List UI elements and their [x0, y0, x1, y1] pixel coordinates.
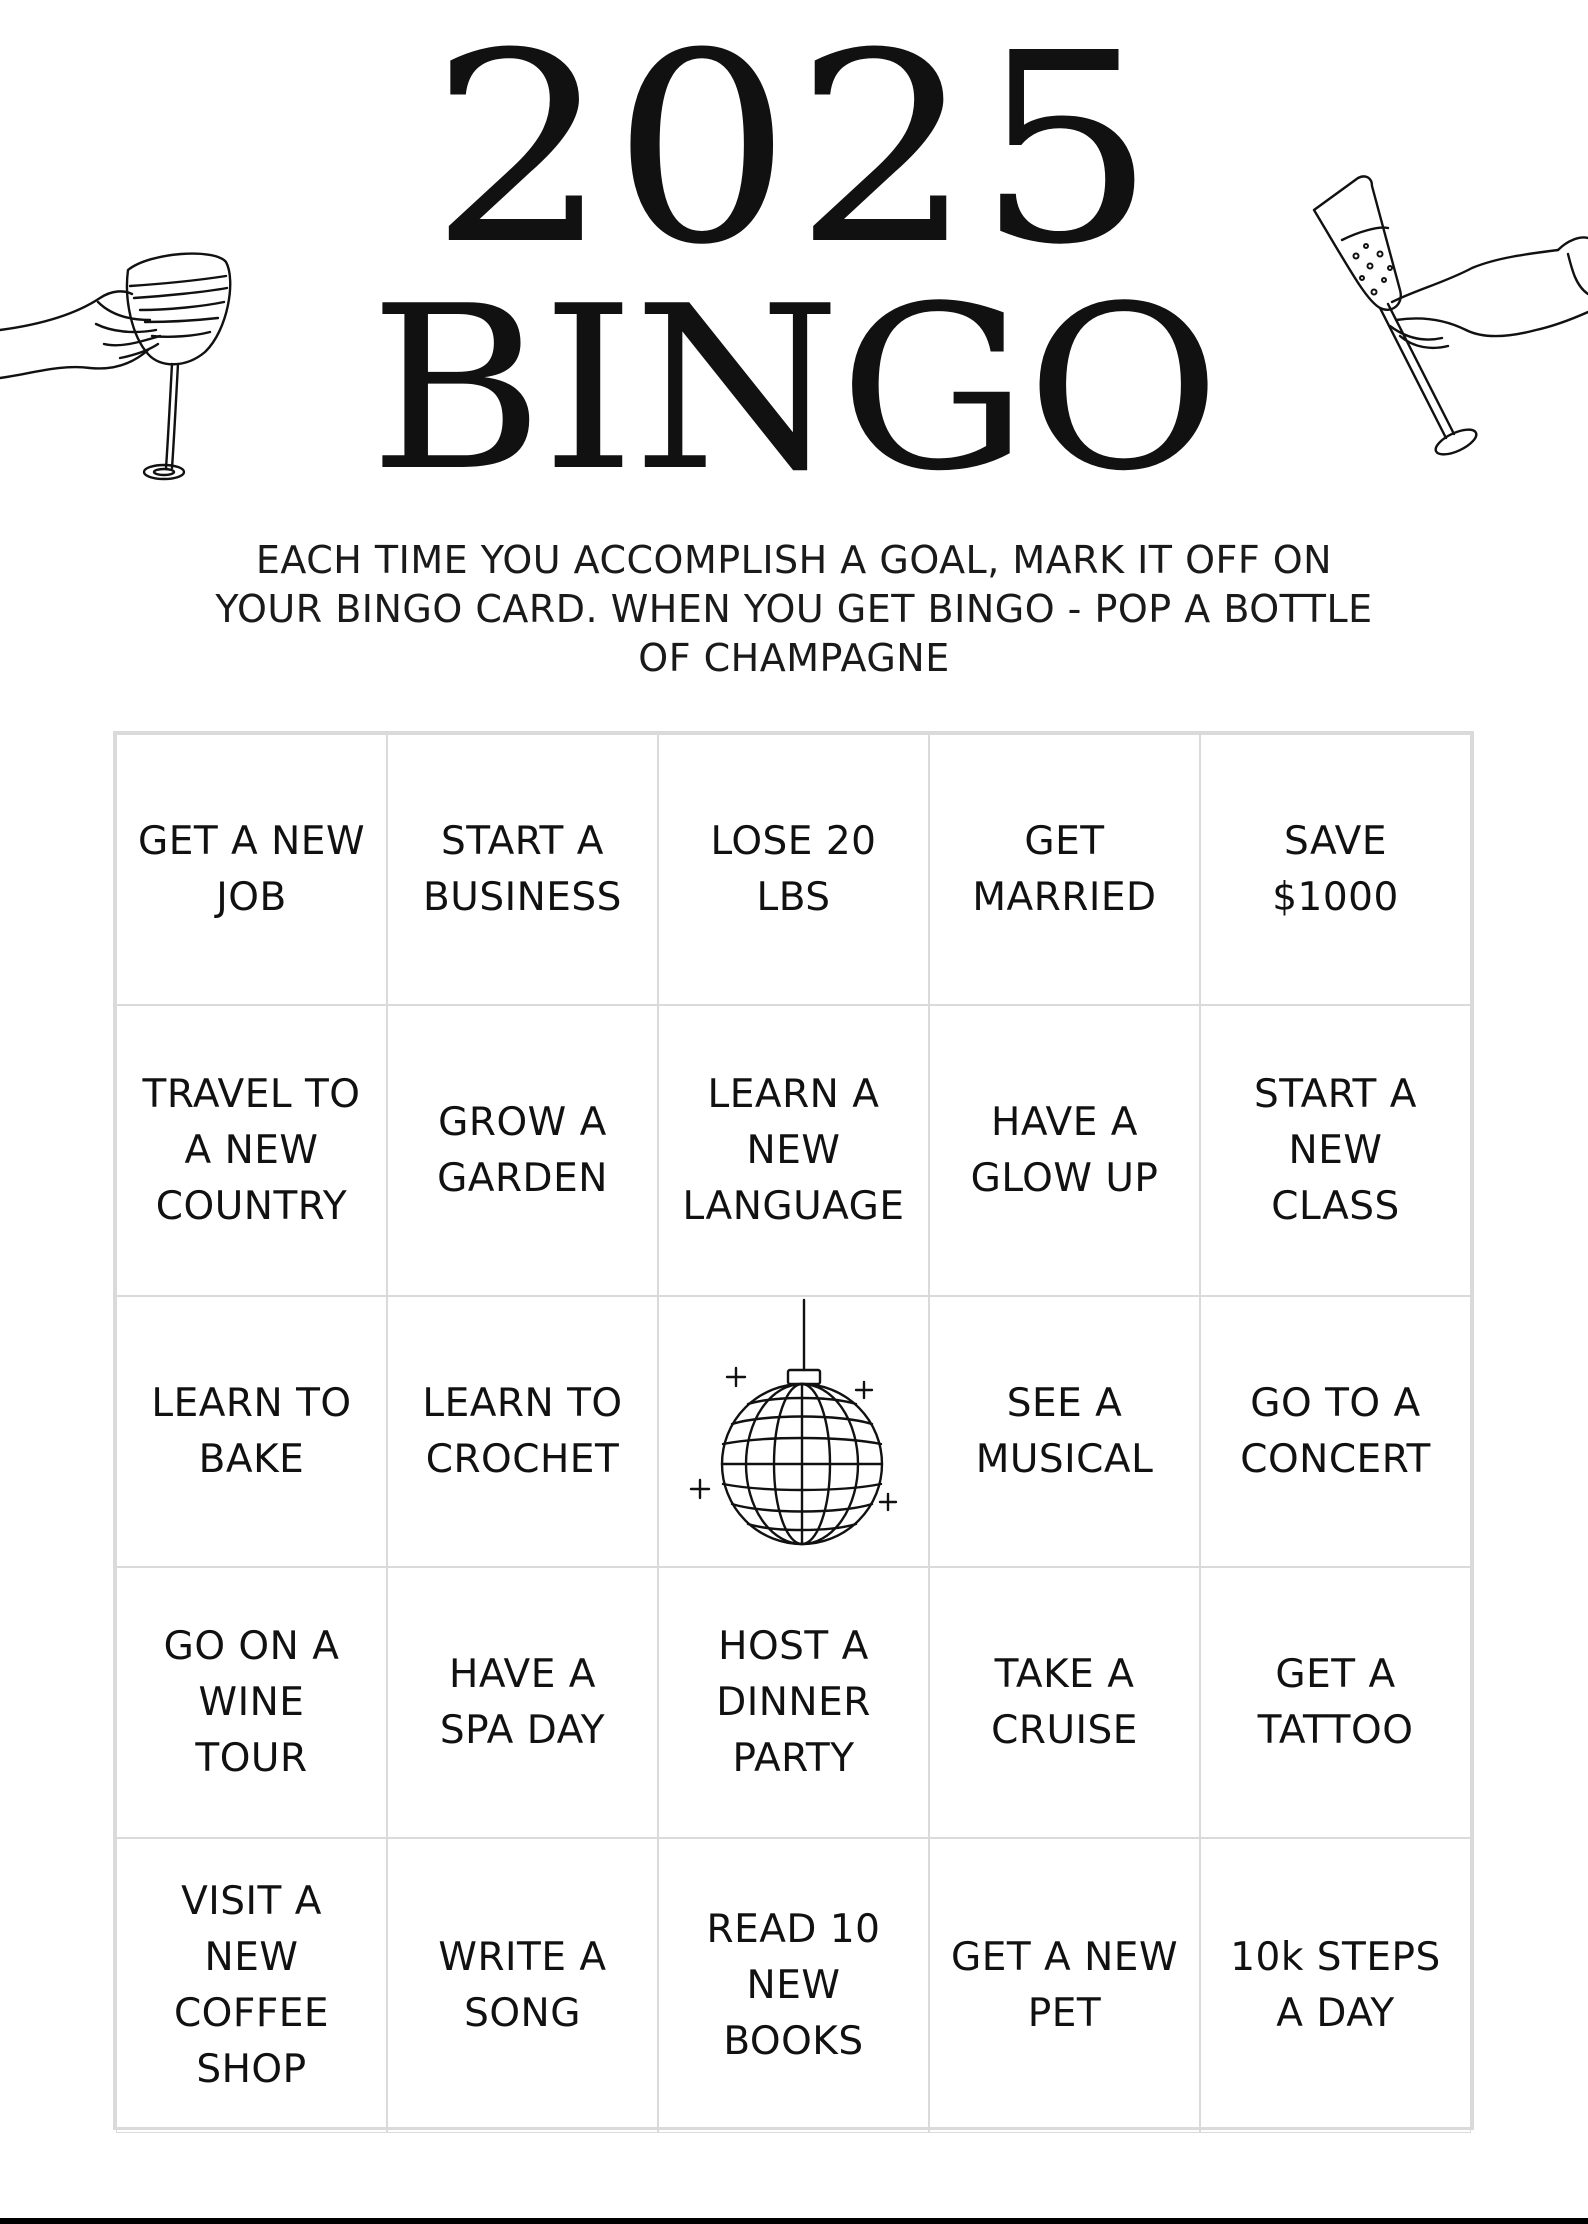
bingo-cell[interactable]: GET A TATTOO — [1200, 1567, 1471, 1838]
bingo-cell[interactable]: START A BUSINESS — [387, 734, 658, 1005]
instructions-text: EACH TIME YOU ACCOMPLISH A GOAL, MARK IT OFF ON YOUR BINGO CARD. WHEN YOU GET BINGO - POP A BOTTLE OF CHAMPAGNE — [215, 538, 1373, 680]
bingo-cell[interactable]: 10k STEPS A DAY — [1200, 1838, 1471, 2133]
bingo-cell[interactable]: START A NEW CLASS — [1200, 1005, 1471, 1296]
bingo-cell[interactable]: GET MARRIED — [929, 734, 1200, 1005]
bingo-cell[interactable]: LEARN TO BAKE — [116, 1296, 387, 1567]
disco-ball-icon — [674, 1298, 914, 1566]
bingo-cell[interactable]: GO TO A CONCERT — [1200, 1296, 1471, 1567]
title-year: 2025 — [429, 0, 1159, 302]
wine-glass-hand-icon — [0, 240, 240, 490]
bingo-cell[interactable]: LEARN A NEW LANGUAGE — [658, 1005, 929, 1296]
bingo-cell[interactable]: LEARN TO CROCHET — [387, 1296, 658, 1567]
bottom-border — [0, 2218, 1588, 2224]
bingo-cell[interactable]: GET A NEW JOB — [116, 734, 387, 1005]
bingo-board — [113, 731, 1474, 2130]
bingo-cell[interactable]: TRAVEL TO A NEW COUNTRY — [116, 1005, 387, 1296]
champagne-flute-hand-icon — [1296, 170, 1588, 470]
bingo-cell[interactable]: HOST A DINNER PARTY — [658, 1567, 929, 1838]
bingo-cell[interactable]: TAKE A CRUISE — [929, 1567, 1200, 1838]
bingo-free-space[interactable] — [658, 1296, 929, 1567]
bingo-cell[interactable]: GROW A GARDEN — [387, 1005, 658, 1296]
bingo-cell[interactable]: VISIT A NEW COFFEE SHOP — [116, 1838, 387, 2133]
bingo-cell[interactable]: GET A NEW PET — [929, 1838, 1200, 2133]
bingo-cell[interactable]: WRITE A SONG — [387, 1838, 658, 2133]
bingo-cell[interactable]: LOSE 20 LBS — [658, 734, 929, 1005]
bingo-cell[interactable]: READ 10 NEW BOOKS — [658, 1838, 929, 2133]
bingo-cell[interactable]: SAVE $1000 — [1200, 734, 1471, 1005]
bingo-cell[interactable]: HAVE A GLOW UP — [929, 1005, 1200, 1296]
title-bingo: BINGO — [369, 258, 1219, 521]
bingo-cell[interactable]: GO ON A WINE TOUR — [116, 1567, 387, 1838]
bingo-cell[interactable]: HAVE A SPA DAY — [387, 1567, 658, 1838]
bingo-cell[interactable]: SEE A MUSICAL — [929, 1296, 1200, 1567]
